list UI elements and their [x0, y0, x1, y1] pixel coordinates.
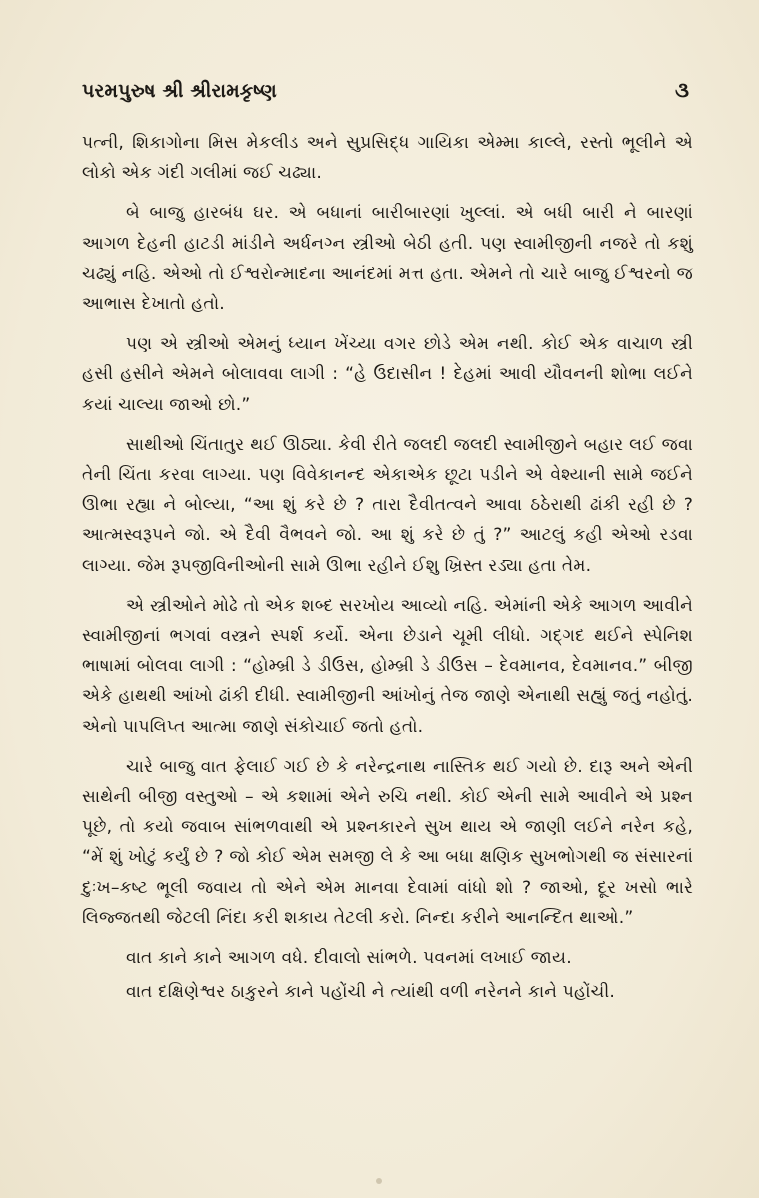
print-speck [376, 1178, 382, 1184]
paragraph: સાથીઓ ચિંતાતુર થઈ ઊઠ્યા. કેવી રીતે જલદી જલદી સ્વામીજીને બહાર લઈ જવા તેની ચિંતા કરવા લાગ્યા. પણ વિવેકાનન્દ એકાએક છૂટા પડીને એ વેશ્યાની સામે જઈને ઊભા રહ્યા ને બોલ્યા, “આ શું કરે છે ? તારા દૈવીતત્વને આવા ઠઠેરાથી ઢાંકી રહી છે ? આત્મસ્વરૂપને જો. એ દૈવી વૈભવને જો. આ શું કરે છે તું ?” આટલું કહી એઓ રડવા લાગ્યા. જેમ રૂપજીવિનીઓની સામે ઊભા રહીને ઈશુ ખ્રિસ્ત રડ્યા હતા તેમ. [82, 434, 693, 576]
running-head-title: પરમપુરુષ શ્રી શ્રીરામકૃષ્ણ [82, 80, 277, 102]
paragraph: વાત દક્ષિણેશ્વર ઠાકુરને કાને પહોંચી ને ત્યાંથી વળી નરેનને કાને પહોંચી. [126, 982, 615, 1003]
paragraph: ચારે બાજુ વાત ફેલાઈ ગઈ છે કે નરેન્દ્રનાથ નાસ્તિક થઈ ગયો છે. દારૂ અને એની સાથેની બીજી વસ્તુઓ – એ કશામાં એને રુચિ નથી. કોઈ એની સામે આવીને એ પ્રશ્ન પૂછે, તો કયો જવાબ સાંભળવાથી એ પ્રશ્નકારને સુખ થાય એ જાણી લઈને નરેન કહે, “મેં શું ખોટું કર્યું છે ? જો કોઈ એમ સમજી લે કે આ બધા ક્ષણિક સુખભોગથી જ સંસારનાં દુઃખ–કષ્ટ ભૂલી જવાય તો એને એમ માનવા દેવામાં વાંધો શો ? જાઓ, દૂર ખસો ભારે લિજ્જતથી જેટલી નિંદા કરી શકાય તેટલી કરો. નિન્દા કરીને આનન્દિત થાઓ.” [82, 756, 693, 928]
running-head [82, 78, 693, 118]
paragraph: બે બાજુ હારબંધ ઘર. એ બધાનાં બારીબારણાં ખુલ્લાં. એ બધી બારી ને બારણાં આગળ દેહની હાટડી માંડીને અર્ધનગ્ન સ્ત્રીઓ બેઠી હતી. પણ સ્વામીજીની નજરે તો કશું ચઢ્યું નહિ. એઓ તો ઈશ્વરોન્માદના આનંદમાં મત્ત હતા. એમને તો ચારે બાજુ ઈશ્વરનો જ આભાસ દેખાતો હતો. [82, 203, 693, 315]
paragraph: પણ એ સ્ત્રીઓ એમનું ધ્યાન ખેંચ્યા વગર છોડે એમ નથી. કોઈ એક વાચાળ સ્ત્રી હસી હસીને એમને બોલાવવા લાગી : “હે ઉદાસીન ! દેહમાં આવી યૌવનની શોભા લઈને કયાં ચાલ્યા જાઓ છો.” [82, 334, 693, 415]
paragraph: પત્ની, શિકાગોના મિસ મેકલીડ અને સુપ્રસિદ્ધ ગાયિકા એમ્મા કાલ્લે, રસ્તો ભૂલીને એ લોકો એક ગંદી ગલીમાં જઈ ચઢ્યા. [82, 133, 693, 184]
paragraph: એ સ્ત્રીઓને મોઢે તો એક શબ્દ સરખોય આવ્યો નહિ. એમાંની એકે આગળ આવીને સ્વામીજીનાં ભગવાં વસ્ત્રને સ્પર્શ કર્યો. એના છેડાને ચૂમી લીધો. ગદ્‌ગદ થઈને સ્પેનિશ ભાષામાં બોલવા લાગી : “હોમ્બ્રી ડે ડીઉસ, હોમ્બ્રી ડે ડીઉસ – દેવમાનવ, દેવમાનવ.” બીજી એકે હાથથી આંખો ઢાંકી દીધી. સ્વામીજીની આંખોનું તેજ જાણે એનાથી સહ્યું જતું નહોતું. એનો પાપલિપ્ત આત્મા જાણે સંકોચાઈ જતો હતો. [82, 595, 693, 737]
paragraph: વાત કાને કાને આગળ વધે. દીવાલો સાંભળે. પવનમાં લખાઈ જાય. [126, 948, 572, 969]
page-number: ૩ [675, 78, 689, 102]
